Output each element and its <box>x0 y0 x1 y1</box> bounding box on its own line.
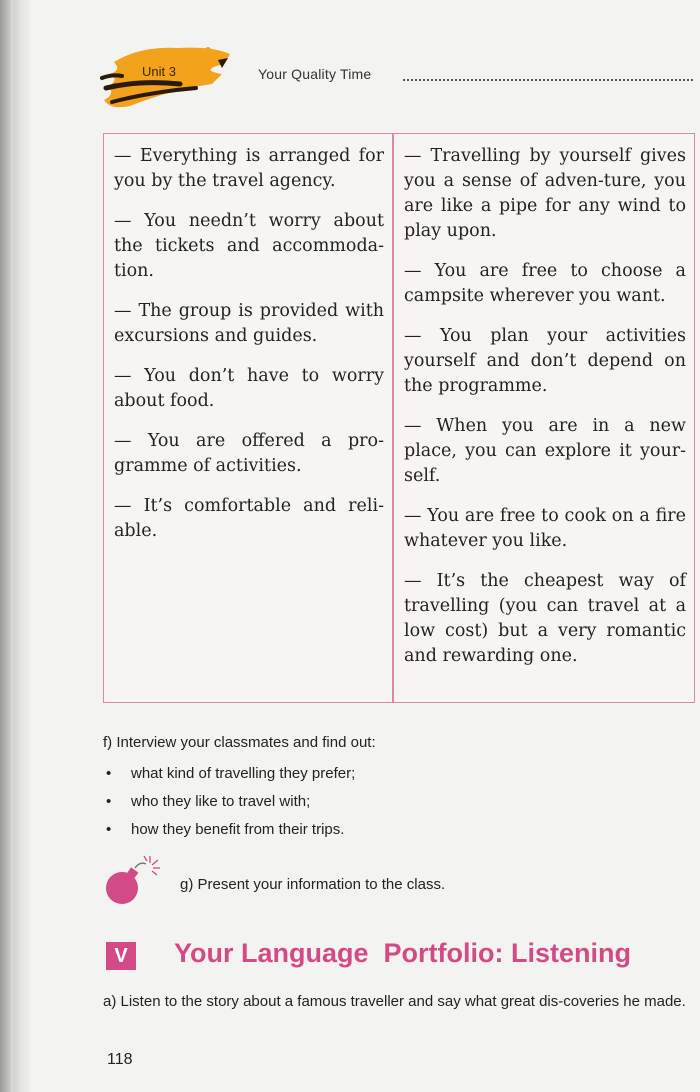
bullet-icon: • <box>106 793 112 810</box>
table-cell: — When you are in a new place, you can explore it your-self. <box>404 416 686 486</box>
spine-line <box>11 0 13 1092</box>
comparison-table <box>103 133 695 703</box>
task-f-bullet-list <box>106 762 355 846</box>
table-left-column <box>114 144 384 559</box>
book-spine-shadow <box>0 0 30 1092</box>
list-item <box>106 790 355 818</box>
leader-dots <box>403 79 693 81</box>
bullet-icon: • <box>106 765 112 782</box>
list-item <box>106 818 355 846</box>
list-item <box>106 762 355 790</box>
section-number-badge: V <box>106 942 136 970</box>
page-number: 118 <box>107 1051 133 1068</box>
table-cell: — You don’t have to worry about food. <box>114 366 384 411</box>
bullet-text: what kind of travelling they prefer; <box>131 765 356 782</box>
table-cell: — You needn’t worry about the tickets and accommoda-tion. <box>114 211 384 281</box>
section-title: Your Language Portfolio: Listening <box>174 938 631 968</box>
bullet-text: who they like to travel with; <box>131 793 311 810</box>
unit-label: Unit 3 <box>142 64 176 79</box>
table-cell: — You are free to choose a campsite wherever you want. <box>404 261 686 306</box>
table-cell: — It’s comfortable and reli-able. <box>114 496 384 541</box>
table-cell: — Travelling by yourself gives you a sense of adven-ture, you are like a pipe for any wind to play upon. <box>404 146 686 241</box>
table-cell: — Everything is arranged for you by the travel agency. <box>114 146 384 191</box>
table-cell: — The group is provided with excursions and guides. <box>114 301 384 346</box>
bullet-text: how they benefit from their trips. <box>131 821 345 838</box>
table-cell: — You are free to cook on a fire whatever you like. <box>404 506 686 551</box>
bomb-icon <box>102 855 168 907</box>
task-a-instruction: a) Listen to the story about a famous traveller and say what great dis-coveries he made. <box>103 993 686 1010</box>
table-cell: — You are offered a pro-gramme of activities. <box>114 431 384 476</box>
table-column-divider <box>392 134 394 702</box>
task-g-instruction: g) Present your information to the class. <box>180 876 446 893</box>
bullet-icon: • <box>106 821 112 838</box>
table-right-column <box>404 144 686 684</box>
table-cell: — It’s the cheapest way of travelling (you can travel at a low cost) but a very romantic and rewarding one. <box>404 571 686 666</box>
task-f-instruction: f) Interview your classmates and find out: <box>103 734 376 751</box>
table-cell: — You plan your activities yourself and don’t depend on the programme. <box>404 326 686 396</box>
running-title: Your Quality Time <box>258 66 372 82</box>
